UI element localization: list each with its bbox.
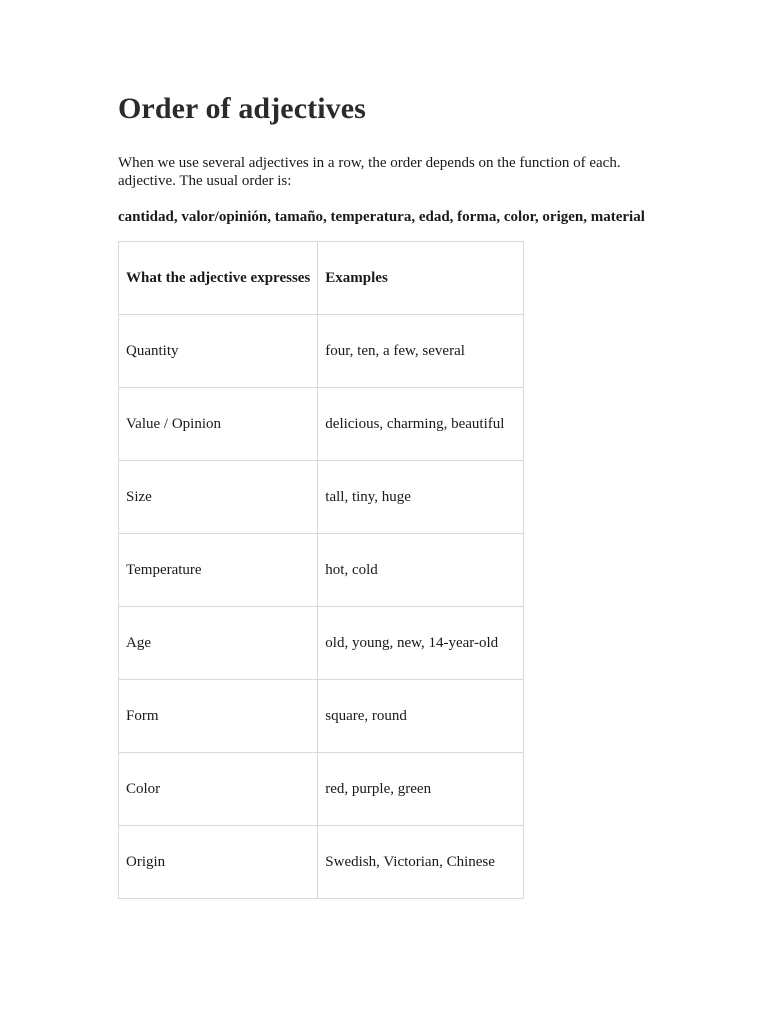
examples-cell: old, young, new, 14-year-old xyxy=(318,607,524,680)
examples-cell: Swedish, Victorian, Chinese xyxy=(318,826,524,899)
adjective-category-cell: Quantity xyxy=(119,315,318,388)
examples-cell: delicious, charming, beautiful xyxy=(318,388,524,461)
table-row xyxy=(119,680,524,753)
adjective-category-cell: Value / Opinion xyxy=(119,388,318,461)
table-row xyxy=(119,607,524,680)
examples-cell: square, round xyxy=(318,680,524,753)
adjective-category-cell: Color xyxy=(119,753,318,826)
table-header-cell: What the adjective expresses xyxy=(119,242,318,315)
table-row xyxy=(119,534,524,607)
table-row xyxy=(119,753,524,826)
examples-cell: four, ten, a few, several xyxy=(318,315,524,388)
examples-cell: hot, cold xyxy=(318,534,524,607)
adjective-category-cell: Origin xyxy=(119,826,318,899)
page-title: Order of adjectives xyxy=(118,92,366,125)
table-row xyxy=(119,461,524,534)
examples-cell: red, purple, green xyxy=(318,753,524,826)
examples-cell: tall, tiny, huge xyxy=(318,461,524,534)
adjective-category-cell: Size xyxy=(119,461,318,534)
table-row xyxy=(119,315,524,388)
table-row xyxy=(119,826,524,899)
adjective-category-cell: Form xyxy=(119,680,318,753)
adjective-category-cell: Age xyxy=(119,607,318,680)
table-header-row xyxy=(119,242,524,315)
table-header-cell: Examples xyxy=(318,242,524,315)
intro-paragraph: When we use several adjectives in a row, the order depends on the function of each. adjective. The usual order is: xyxy=(118,155,621,189)
adjective-category-cell: Temperature xyxy=(119,534,318,607)
adjective-order-line: cantidad, valor/opinión, tamaño, temperatura, edad, forma, color, origen, material xyxy=(118,209,645,225)
table-row xyxy=(119,388,524,461)
adjective-order-table xyxy=(118,241,524,899)
